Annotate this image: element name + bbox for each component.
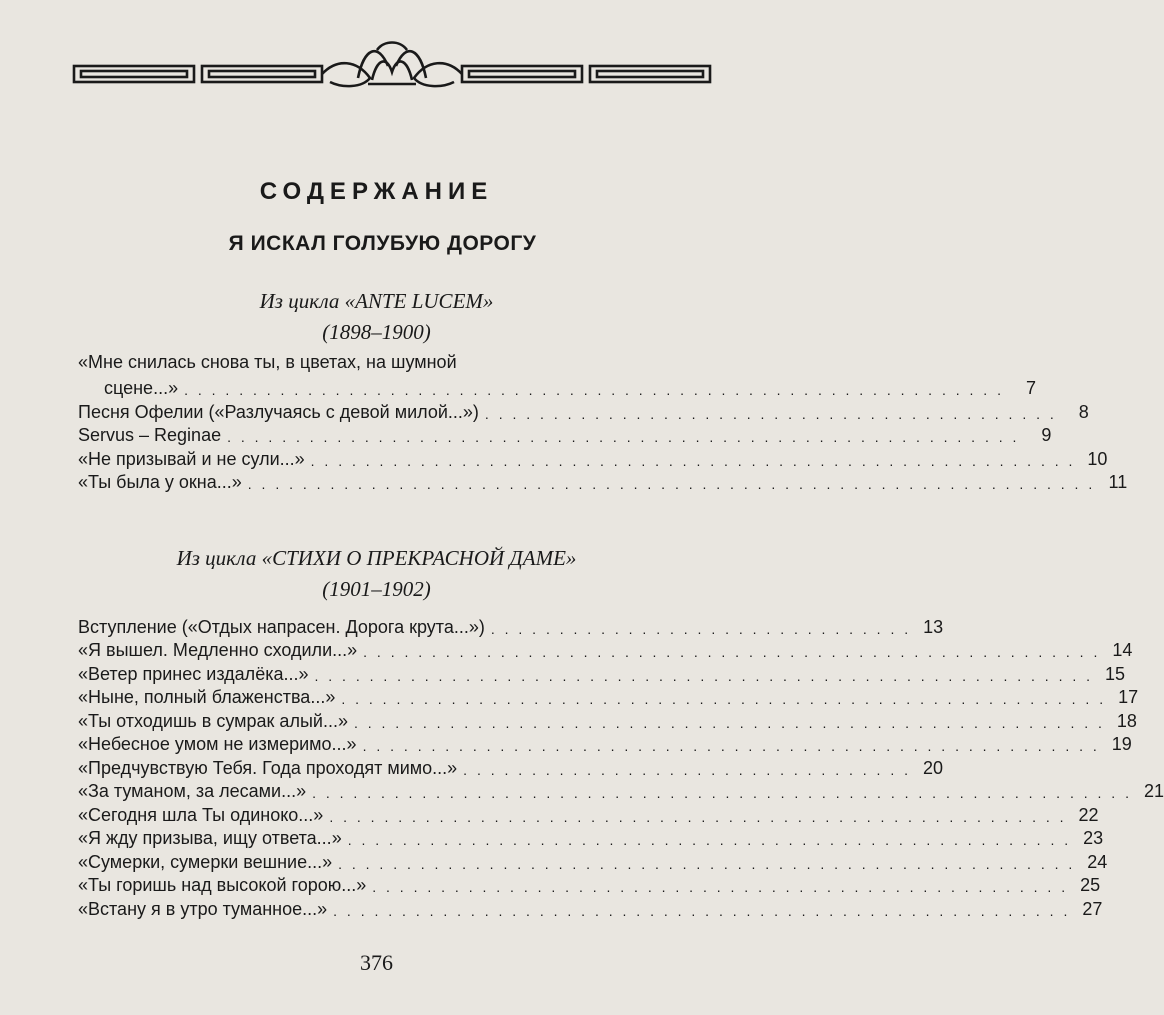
dot-leader: . . . . . . . . . . . . . . . . . . . . . . . . . . . . . . . . . . . . . . . . . . . . . . . . . . . . . .: [333, 902, 1071, 919]
toc-page-number: 19: [1111, 734, 1132, 754]
cycle-title: Из цикла «СТИХИ О ПРЕКРАСНОЙ ДАМЕ»: [176, 546, 577, 570]
toc-page-number: 24: [1087, 851, 1108, 872]
toc-entry-title: сцене...»: [104, 378, 179, 398]
toc-page-number: 10: [1087, 448, 1108, 469]
dot-leader: . . . . . . . . . . . . . . . . . . . . . . . . . . . . . . . . . . . . . . . . . . . . . . . . . . . . . .: [338, 855, 1076, 872]
cycle-years: (1901–1902): [322, 577, 431, 601]
toc-entry[interactable]: [78, 732, 1132, 756]
dot-leader: . . . . . . . . . . . . . . . . . . . . . . . . . . . . . . .: [490, 620, 912, 637]
page-number: 376: [360, 950, 393, 975]
dot-leader: . . . . . . . . . . . . . . . . . . . . . . . . . . . . . . . . . . . . . . . . . .: [484, 405, 1057, 422]
cycle-heading-ante-lucem: [0, 286, 753, 348]
cycle-years: (1898–1900): [322, 320, 431, 344]
toc-entry[interactable]: [78, 685, 1139, 709]
toc-page-number: 27: [1082, 898, 1103, 919]
toc-entry[interactable]: [78, 614, 944, 638]
toc-entry[interactable]: [78, 661, 1126, 685]
cycle-heading-stikhi-o-prekrasnoy-dame: [0, 543, 753, 605]
toc-page-number: 11: [1108, 472, 1128, 492]
toc-page-number: 13: [923, 616, 944, 637]
toc-page-number: 7: [1025, 378, 1036, 398]
toc-page-number: 25: [1080, 875, 1101, 895]
cycle-title: Из цикла «ANTE LUCEM»: [259, 289, 494, 313]
toc-entry[interactable]: [78, 638, 1133, 662]
decorative-header-ornament: [72, 38, 712, 94]
toc-entry-title: «Предчувствую Тебя. Года проходят мимо...»: [78, 757, 458, 778]
toc-entry[interactable]: [78, 423, 1052, 447]
toc-entry[interactable]: [78, 802, 1099, 826]
dot-leader: . . . . . . . . . . . . . . . . . . . . . . . . . . . . . . . . . . . . . . . . . . . . . . . . . . . . . . . .: [310, 452, 1076, 469]
toc-page-number: 23: [1083, 828, 1104, 848]
dot-leader: . . . . . . . . . . . . . . . . . . . . . . . . . . . . . . . . . . . . . . . . . . . . . . . . . . . . .: [347, 832, 1072, 848]
toc-entry-title: Песня Офелии («Разлучаясь с девой милой...»): [78, 401, 479, 422]
toc-list-ante-lucem: [78, 352, 1128, 493]
section-heading: Я ИСКАЛ ГОЛУБУЮ ДОРОГУ: [228, 232, 537, 255]
dot-leader: . . . . . . . . . . . . . . . . . . . . . . . . . . . . . . . . .: [463, 761, 911, 778]
dot-leader: . . . . . . . . . . . . . . . . . . . . . . . . . . . . . . . . . . . . . . . . . . . . . . . . . . . . . . . . . . . .: [312, 785, 1132, 801]
toc-entry-title: «Я вышел. Медленно сходили...»: [78, 640, 358, 660]
toc-entry[interactable]: [78, 896, 1103, 920]
toc-page-number: 17: [1118, 687, 1139, 707]
toc-entry[interactable]: [78, 779, 1164, 803]
toc-entry-title: «Ты была у окна...»: [78, 472, 242, 492]
toc-page-number: 9: [1041, 425, 1052, 445]
toc-page-number: 18: [1116, 710, 1137, 731]
toc-entry-title: «Ты отходишь в сумрак алый...»: [78, 710, 348, 731]
dot-leader: . . . . . . . . . . . . . . . . . . . . . . . . . . . . . . . . . . . . . . . . . . . . . . . . . . . . . . . . . .: [227, 429, 1020, 445]
contents-title: СОДЕРЖАНИЕ: [259, 178, 494, 205]
toc-entry-title: «Встану я в утро туманное...»: [78, 898, 328, 919]
toc-entry-title: «Сегодня шла Ты одиноко...»: [78, 804, 324, 825]
toc-page-number: 21: [1143, 781, 1164, 801]
toc-entry[interactable]: [78, 470, 1128, 494]
toc-page-number: 22: [1078, 804, 1099, 825]
toc-entry-title: «Небесное умом не измеримо...»: [78, 734, 357, 754]
dot-leader: . . . . . . . . . . . . . . . . . . . . . . . . . . . . . . . . . . . . . . . . . . . . . . . . . . . . . .: [363, 644, 1101, 660]
dot-leader: . . . . . . . . . . . . . . . . . . . . . . . . . . . . . . . . . . . . . . . . . . . . . . . . . . .: [372, 879, 1069, 895]
dot-leader: . . . . . . . . . . . . . . . . . . . . . . . . . . . . . . . . . . . . . . . . . . . . . . . . . . . . . . . . . . . . . .: [247, 476, 1096, 492]
toc-entry[interactable]: [78, 826, 1104, 850]
toc-list-stikhi: [78, 614, 1164, 920]
toc-entry-title: «Ныне, полный блаженства...»: [78, 687, 336, 707]
toc-entry[interactable]: [78, 446, 1108, 470]
toc-entry-title: Servus – Reginae: [78, 425, 222, 445]
toc-page-number: 20: [922, 757, 943, 778]
dot-leader: . . . . . . . . . . . . . . . . . . . . . . . . . . . . . . . . . . . . . . . . . . . . . . . . . . . . . . . . .: [314, 667, 1094, 684]
toc-entry[interactable]: [78, 755, 943, 779]
toc-entry-title-line1: «Мне снилась снова ты, в цветах, на шумной: [78, 352, 457, 372]
toc-entry-title: «Сумерки, сумерки вешние...»: [78, 851, 333, 872]
dot-leader: . . . . . . . . . . . . . . . . . . . . . . . . . . . . . . . . . . . . . . . . . . . . . . . . . . . . . .: [362, 738, 1100, 754]
dot-leader: . . . . . . . . . . . . . . . . . . . . . . . . . . . . . . . . . . . . . . . . . . . . . . . . . . . . . . . .: [341, 691, 1107, 707]
dot-leader: . . . . . . . . . . . . . . . . . . . . . . . . . . . . . . . . . . . . . . . . . . . . . . . . . . . . . . . . . . . .: [184, 382, 1004, 398]
toc-page-number: 8: [1078, 401, 1089, 422]
toc-page-number: 14: [1112, 640, 1133, 660]
toc-entry-title: «Я жду призыва, ищу ответа...»: [78, 828, 342, 848]
toc-entry[interactable]: [78, 849, 1108, 873]
dot-leader: . . . . . . . . . . . . . . . . . . . . . . . . . . . . . . . . . . . . . . . . . . . . . . . . . . . . . .: [329, 808, 1067, 825]
toc-entry[interactable]: [78, 708, 1137, 732]
toc-entry[interactable]: [78, 399, 1089, 423]
toc-entry-title: Вступление («Отдых напрасен. Дорога крута...»): [78, 616, 485, 637]
toc-page-number: 15: [1105, 663, 1126, 684]
toc-entry[interactable]: [78, 873, 1101, 897]
toc-entry[interactable]: [78, 352, 1036, 399]
toc-entry-title: «Ветер принес издалёка...»: [78, 663, 309, 684]
toc-entry-title: «Ты горишь над высокой горою...»: [78, 875, 367, 895]
toc-entry-title: «Не призывай и не сули...»: [78, 448, 305, 469]
toc-entry-title: «За туманом, за лесами...»: [78, 781, 307, 801]
dot-leader: . . . . . . . . . . . . . . . . . . . . . . . . . . . . . . . . . . . . . . . . . . . . . . . . . . . . . . .: [353, 714, 1105, 731]
